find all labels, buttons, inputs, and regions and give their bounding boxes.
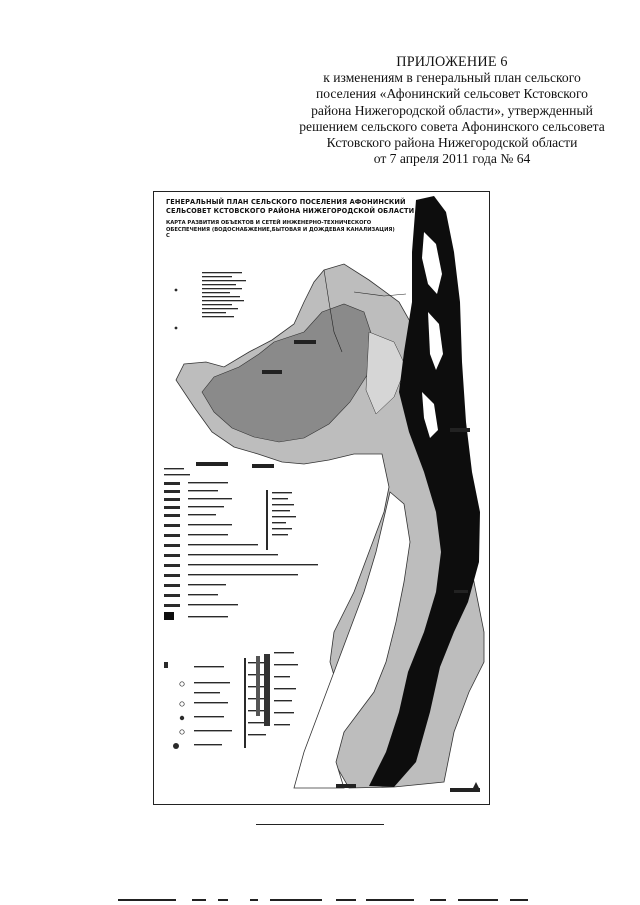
map-subtitle [166,220,406,240]
map-drawing [154,192,490,805]
appendix-line: района Нижегородской области», утвержденный [311,102,593,118]
map-title-line: СЕЛЬСОВЕТ КСТОВСКОГО РАЙОНА НИЖЕГОРОДСКОЙ ОБЛАСТИ [166,206,415,215]
north-arrow-icon [472,782,480,790]
appendix-header [262,54,640,167]
map-title-line: ГЕНЕРАЛЬНЫЙ ПЛАН СЕЛЬСКОГО ПОСЕЛЕНИЯ АФОНИНСКИЙ [166,198,406,206]
separator-line [256,824,384,825]
appendix-line: к изменениям в генеральный план сельского [323,70,581,86]
map-label-box [262,370,282,374]
appendix-line: поселения «Афонинский сельсовет Кстовского [316,86,588,102]
appendix-date-line: от 7 апреля 2011 года № 64 [373,151,531,167]
legend-lower [164,468,318,620]
map-title [166,198,436,215]
map-subtitle-line: С [166,233,170,240]
legend-bottom [164,652,298,749]
map-subtitle-line: КАРТА РАЗВИТИЯ ОБЪЕКТОВ И СЕТЕЙ ИНЖЕНЕРНО-ТЕХНИЧЕСКОГО [166,220,372,226]
map-label-box [196,462,228,466]
appendix-line: решением сельского совета Афонинского сельсовета [299,118,605,134]
map-subtitle-line: ОБЕСПЕЧЕНИЯ (ВОДОСНАБЖЕНИЕ,БЫТОВАЯ И ДОЖДЕВАЯ КАНАЛИЗАЦИЯ) [166,226,395,233]
map-sheet [153,191,490,805]
appendix-title: ПРИЛОЖЕНИЕ 6 [396,54,508,70]
map-label-box [252,464,274,468]
map-label-box [450,428,470,432]
map-label-box [294,340,316,344]
appendix-line: Кстовского района Нижегородской области [326,135,578,151]
map-label-box [336,784,356,788]
page-edge-dashes [118,899,538,902]
map-label-box [454,590,468,593]
legend-upper [175,272,246,329]
